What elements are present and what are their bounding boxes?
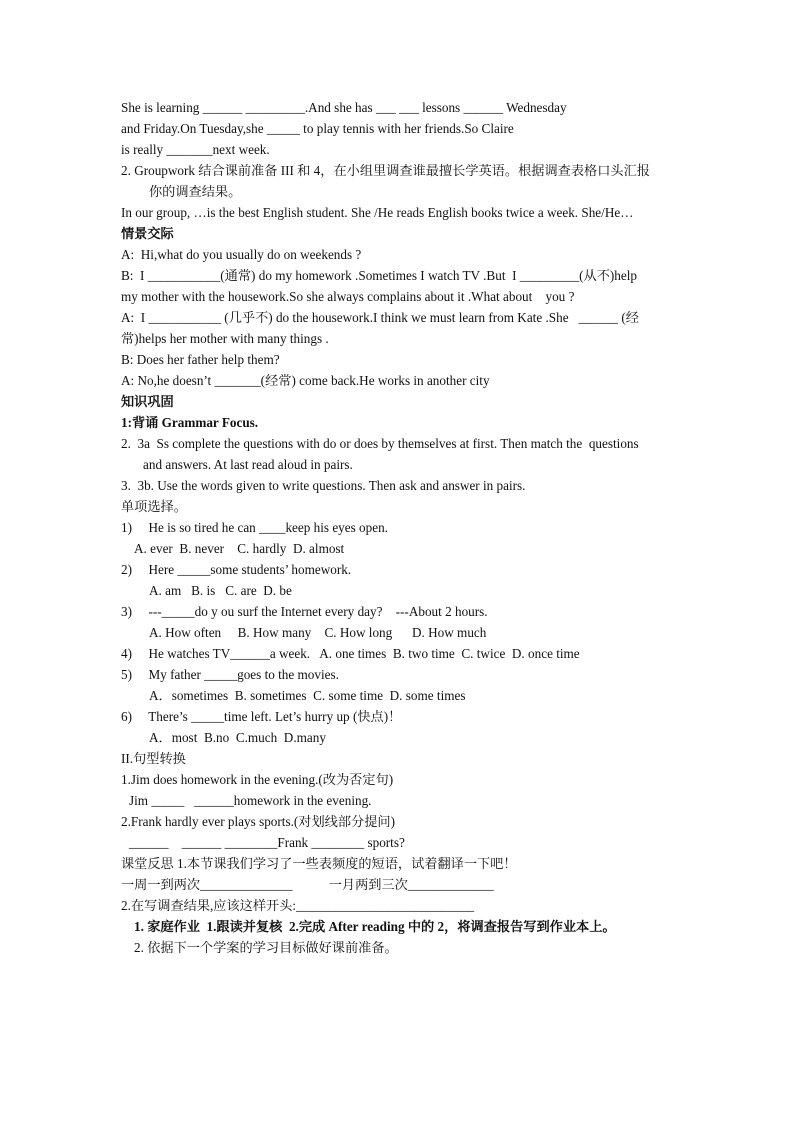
text-line: 你的调查结果。 xyxy=(149,184,242,199)
text-line: 2. 3a Ss complete the questions with do or does by themselves at first. Then match the questions xyxy=(121,436,639,451)
text-line: 2. Groupwork 结合课前准备 III 和 4，在小组里调查谁最擅长学英语。根据调查表格口头汇报 xyxy=(121,163,650,178)
text-line: and Friday.On Tuesday,she _____ to play tennis with her friends.So Claire xyxy=(121,121,514,136)
text-line: my mother with the housework.So she always complains about it .What about you ? xyxy=(121,289,575,304)
text-line: A: No,he doesn’t _______(经常) come back.He works in another city xyxy=(121,373,490,388)
text-line: B: Does her father help them? xyxy=(121,352,280,367)
text-line: 2.Frank hardly ever plays sports.(对划线部分提问) xyxy=(121,814,395,829)
question-options: A. ever B. never C. hardly D. almost xyxy=(134,541,345,556)
text-line: In our group, …is the best English student. She /He reads English books twice a week. She/He… xyxy=(121,205,634,220)
question-options: A. am B. is C. are D. be xyxy=(149,583,292,598)
question-item: 3) ---_____do y ou surf the Internet every day? ---About 2 hours. xyxy=(121,604,488,619)
text-line: Jim _____ ______homework in the evening. xyxy=(129,793,372,808)
question-item: 2) Here _____some students’ homework. xyxy=(121,562,352,577)
text-line: She is learning ______ _________.And she has ___ ___ lessons ______ Wednesday xyxy=(121,100,567,115)
homework-line: 1. 家庭作业 1.跟读并复核 2.完成 After reading 中的 2，将调查报告写到作业本上。 xyxy=(134,919,616,934)
text-line: 一周一到两次______________ 一月两到三次_____________ xyxy=(121,877,494,892)
question-options: A．most B.no C.much D.many xyxy=(149,730,326,745)
question-options: A. How often B. How many C. How long D. How much xyxy=(149,625,487,640)
text-line: 2.在写调查结果,应该这样开头:___________________________ xyxy=(121,898,475,913)
text-line: 1:背诵 Grammar Focus. xyxy=(121,415,259,430)
text-line: 单项选择。 xyxy=(121,499,187,514)
text-line: is really _______next week. xyxy=(121,142,270,157)
text-line: 3. 3b. Use the words given to write questions. Then ask and answer in pairs. xyxy=(121,478,526,493)
text-line: B: I ___________(通常) do my homework .Sometimes I watch TV .But I _________(从不)help xyxy=(121,268,637,283)
text-line: II.句型转换 xyxy=(121,751,186,766)
question-options: A．sometimes B. sometimes C. some time D. some times xyxy=(149,688,466,703)
text-line: 常)helps her mother with many things . xyxy=(121,331,329,346)
question-item: 1) He is so tired he can ____keep his eyes open. xyxy=(121,520,388,535)
text-line: 课堂反思 1.本节课我们学习了一些表频度的短语，试着翻译一下吧！ xyxy=(121,856,517,871)
text-line: and answers. At last read aloud in pairs. xyxy=(143,457,353,472)
question-item: 6) There’s _____time left. Let’s hurry up (快点)！ xyxy=(121,709,402,724)
section-heading: 情景交际 xyxy=(121,226,174,241)
text-line: A: Hi,what do you usually do on weekends ? xyxy=(121,247,362,262)
question-item: 4) He watches TV______a week. A. one times B. two time C. twice D. once time xyxy=(121,646,580,661)
question-item: 5) My father _____goes to the movies. xyxy=(121,667,339,682)
text-line: A: I ___________ (几乎不) do the housework.I think we must learn from Kate .She ______ (经 xyxy=(121,310,639,325)
text-line: 1.Jim does homework in the evening.(改为否定句) xyxy=(121,772,394,787)
text-line: ______ ______ ________Frank ________ sports? xyxy=(129,835,405,850)
section-heading: 知识巩固 xyxy=(121,394,174,409)
homework-line: 2. 依据下一个学案的学习目标做好课前准备。 xyxy=(134,940,398,955)
